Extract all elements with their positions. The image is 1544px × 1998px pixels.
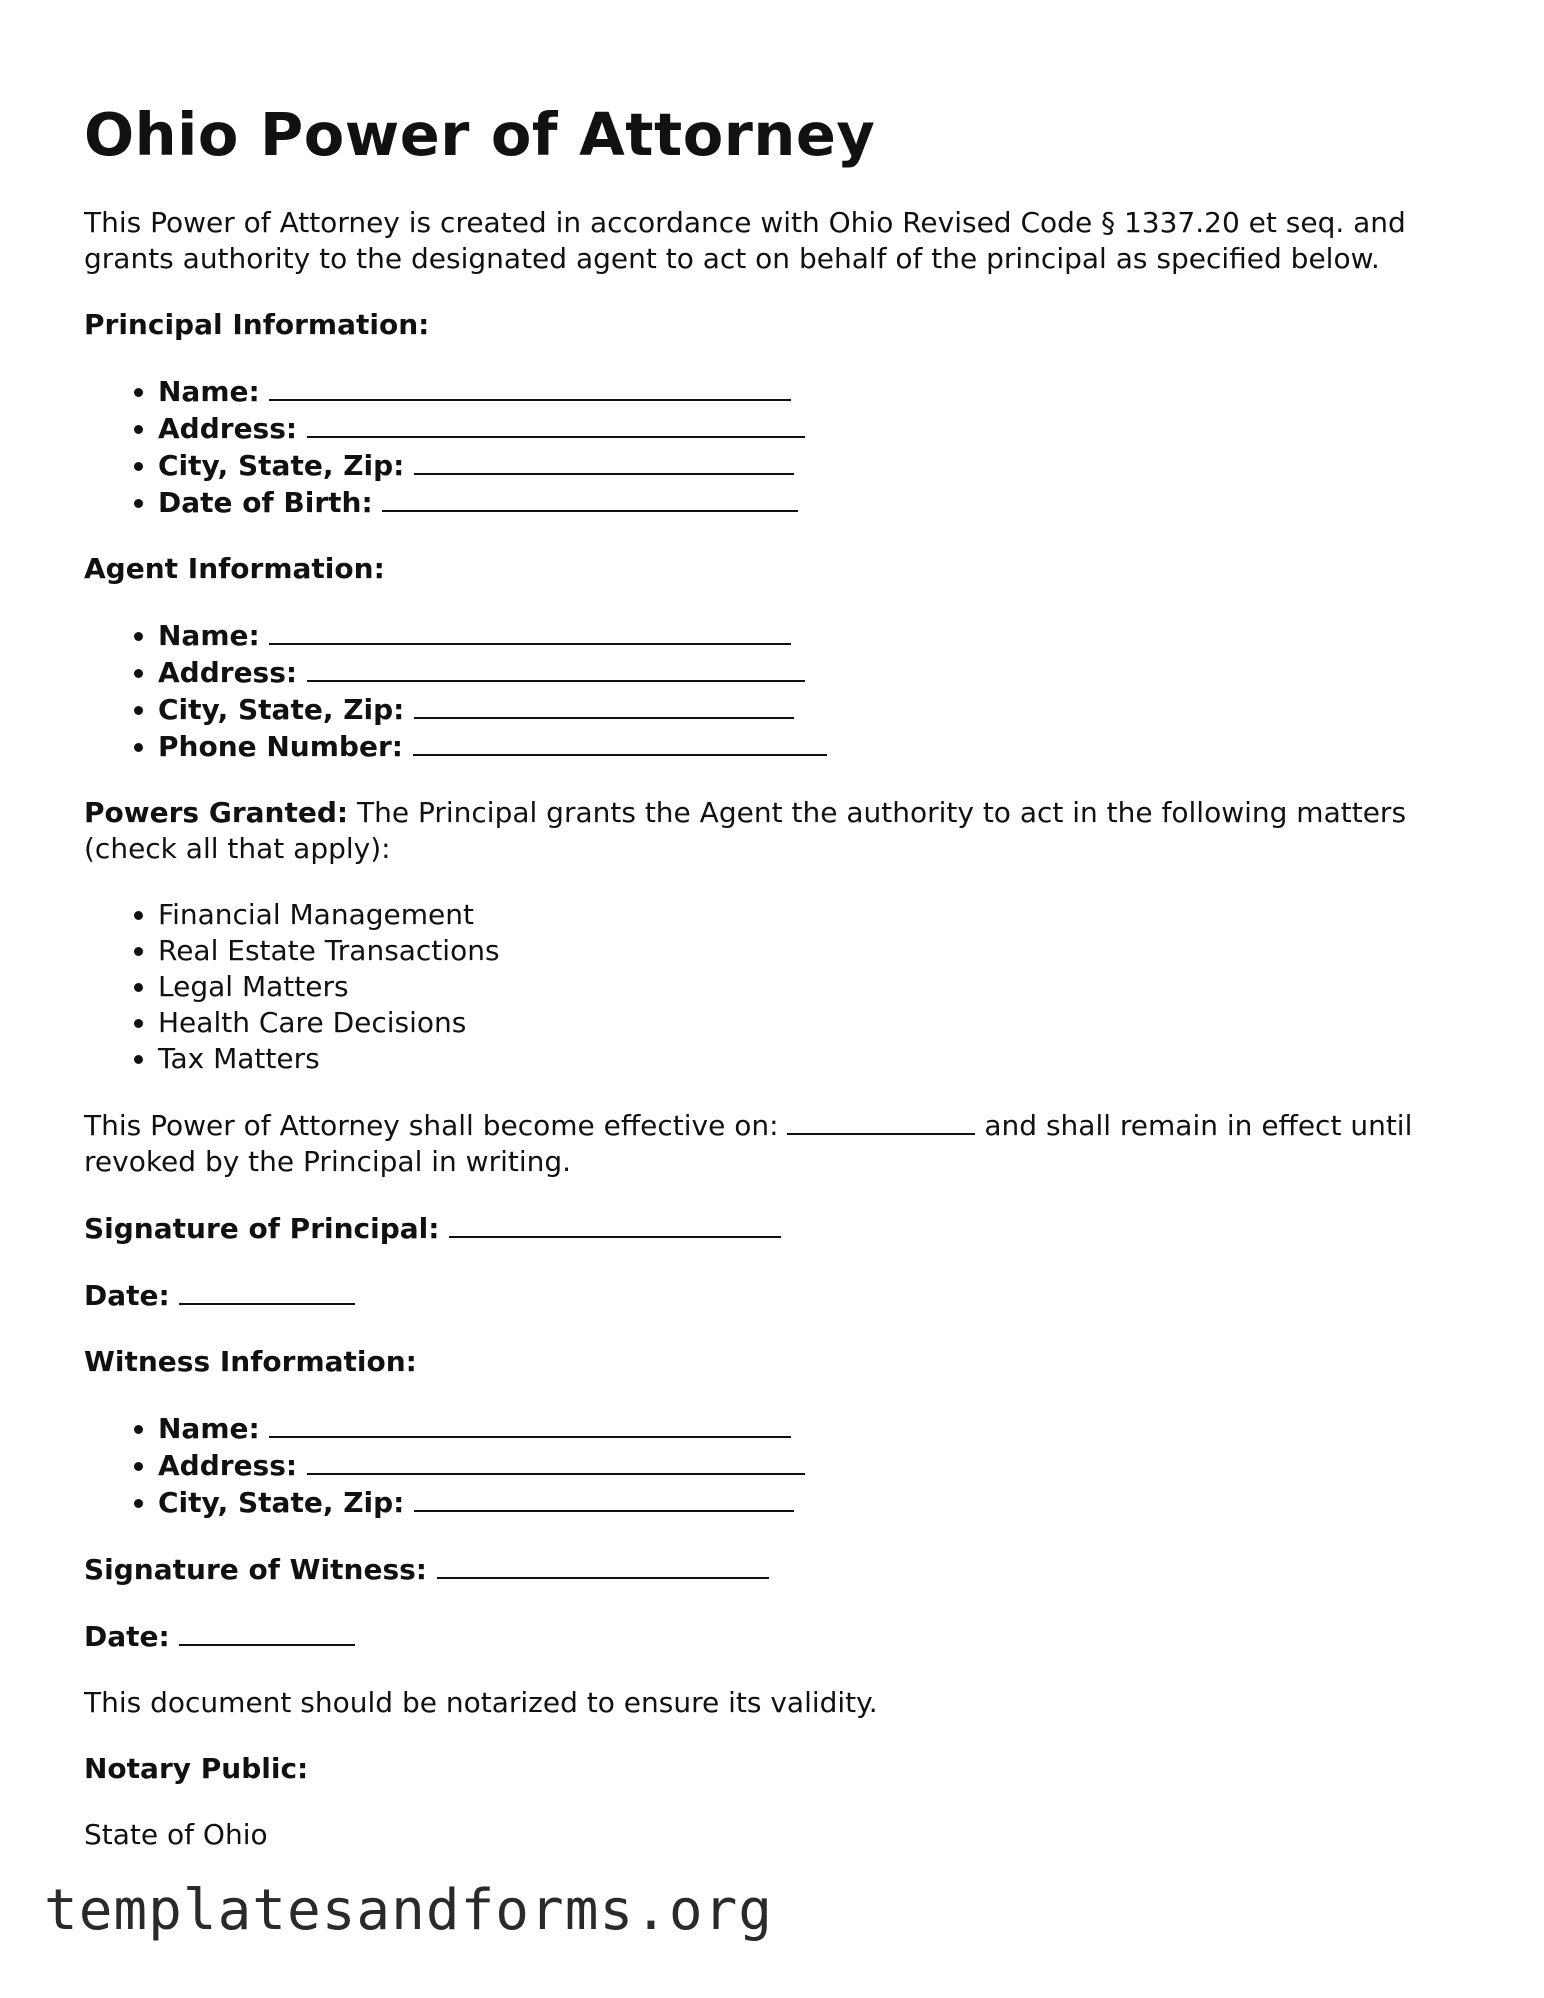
- agent-phone-line[interactable]: [413, 728, 827, 756]
- agent-address-line[interactable]: [307, 654, 805, 682]
- intro-paragraph: This Power of Attorney is created in accordance with Ohio Revised Code § 1337.20 et seq. and grants authority to the designated agent to act on behalf of the principal as specified below.: [84, 205, 1406, 275]
- witness-city-field: • City, State, Zip:: [158, 1484, 1464, 1521]
- power-item: • Legal Matters: [158, 969, 1464, 1005]
- principal-heading: Principal Information:: [84, 307, 430, 341]
- witness-date-line[interactable]: [179, 1618, 355, 1646]
- agent-heading: Agent Information:: [84, 551, 385, 585]
- witness-heading: Witness Information:: [84, 1344, 417, 1378]
- power-item: • Real Estate Transactions: [158, 933, 1464, 969]
- notary-note: This document should be notarized to ensure its validity.: [84, 1685, 878, 1719]
- witness-address-line[interactable]: [307, 1447, 805, 1475]
- powers-paragraph: [84, 795, 1464, 867]
- agent-name-line[interactable]: [269, 617, 791, 645]
- principal-date: Date:: [84, 1277, 1464, 1314]
- principal-signature: Signature of Principal:: [84, 1210, 1464, 1247]
- page-title: Ohio Power of Attorney: [84, 100, 876, 169]
- agent-name-field: • Name:: [158, 617, 1464, 654]
- power-item: • Health Care Decisions: [158, 1005, 1464, 1041]
- watermark: templatesandforms.org: [44, 1878, 774, 1943]
- powers-list: [84, 897, 1464, 1077]
- witness-signature: Signature of Witness:: [84, 1551, 1464, 1588]
- principal-name-line[interactable]: [269, 373, 791, 401]
- power-item: • Tax Matters: [158, 1041, 1464, 1077]
- principal-name-field: • Name:: [158, 373, 1464, 410]
- principal-dob-line[interactable]: [382, 484, 798, 512]
- principal-address-line[interactable]: [307, 410, 805, 438]
- witness-date: Date:: [84, 1618, 1464, 1655]
- agent-address-field: • Address:: [158, 654, 1464, 691]
- principal-city-line[interactable]: [414, 447, 794, 475]
- effective-date-line[interactable]: [787, 1107, 975, 1135]
- witness-address-field: • Address:: [158, 1447, 1464, 1484]
- principal-dob-field: • Date of Birth:: [158, 484, 1464, 521]
- effective-paragraph: This Power of Attorney shall become effective on: and shall remain in effect until revoked by the Principal in writing.: [84, 1108, 1413, 1178]
- witness-city-line[interactable]: [414, 1484, 794, 1512]
- principal-fields: [84, 373, 1464, 521]
- notary-heading: Notary Public:: [84, 1751, 309, 1785]
- notary-state: State of Ohio: [84, 1817, 268, 1851]
- witness-name-field: • Name:: [158, 1410, 1464, 1447]
- agent-phone-field: • Phone Number:: [158, 728, 1464, 765]
- agent-city-field: • City, State, Zip:: [158, 691, 1464, 728]
- witness-fields: [84, 1410, 1464, 1521]
- witness-name-line[interactable]: [269, 1410, 791, 1438]
- powers-label: Powers Granted:: [84, 795, 349, 829]
- principal-date-line[interactable]: [179, 1277, 355, 1305]
- principal-address-field: • Address:: [158, 410, 1464, 447]
- power-item: • Financial Management: [158, 897, 1464, 933]
- principal-signature-line[interactable]: [449, 1210, 781, 1238]
- principal-city-field: • City, State, Zip:: [158, 447, 1464, 484]
- witness-signature-line[interactable]: [437, 1551, 769, 1579]
- agent-city-line[interactable]: [414, 691, 794, 719]
- document-page: [84, 100, 1464, 1853]
- agent-fields: [84, 617, 1464, 765]
- powers-text: The Principal grants the Agent the authority to act in the following matters (check all that apply):: [84, 795, 1407, 865]
